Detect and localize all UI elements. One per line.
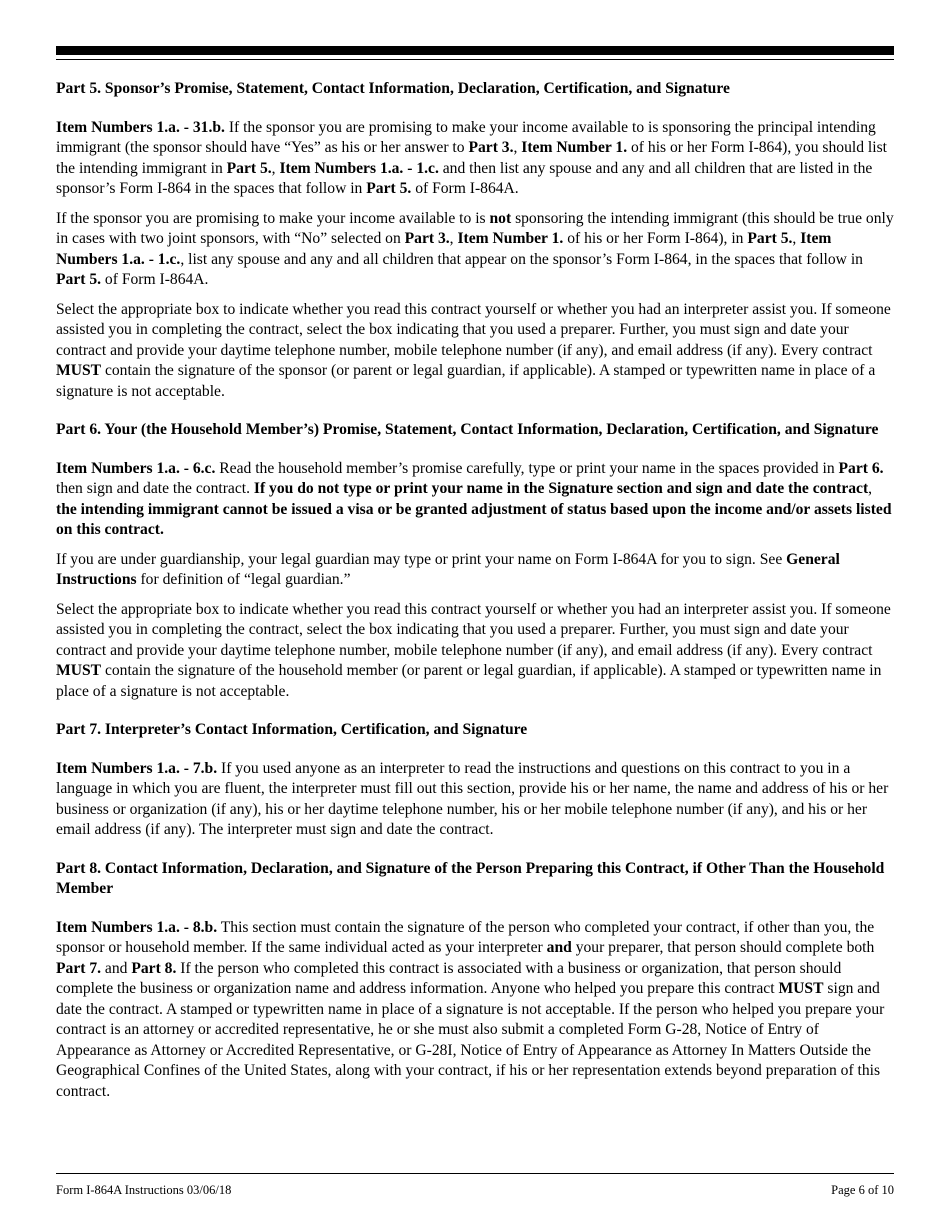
- part-5-heading: Part 5. Sponsor’s Promise, Statement, Contact Information, Declaration, Certification, and Signature: [56, 80, 730, 97]
- part-8-paragraph-1: Item Numbers 1.a. - 8.b. This section must contain the signature of the person who completed your contract, if other than you, the sponsor or household member. If the same individual acted as your interpreter and your preparer, that person should complete both Part 7. and Part 8. If the person who completed this contract is associated with a business or organization, that person should complete the business or organization name and address information. Anyone who helped you prepare this contract MUST sign and date the contract. A stamped or typewritten name in place of a signature is not acceptable. If the person who helped you prepare your contract is an attorney or accredited representative, he or she must also submit a completed Form G-28, Notice of Entry of Appearance as Attorney or Accredited Representative, or G-28I, Notice of Entry of Appearance as Attorney In Matters Outside the Geographical Confines of the United States, along with your contract, if his or her representation extends beyond preparation of this contract.: [56, 918, 885, 1100]
- footer-page-number: Page 6 of 10: [831, 1183, 894, 1197]
- part-8-section: [56, 859, 896, 1103]
- footer-rule: [56, 1173, 894, 1174]
- header-rule-thick: [56, 46, 894, 55]
- part-6-paragraph-2: If you are under guardianship, your legal guardian may type or print your name on Form I-864A for you to sign. See General Instructions for definition of “legal guardian.”: [56, 550, 840, 588]
- part-5-paragraph-2: If the sponsor you are promising to make your income available to is not sponsoring the intending immigrant (this should be true only in cases with two joint sponsors, with “No” selected on Part 3., Item Number 1. of his or her Form I-864), in Part 5., Item Numbers 1.a. - 1.c., list any spouse and any and all children that appear on the sponsor’s Form I-864, in the spaces that follow in Part 5. of Form I-864A.: [56, 209, 894, 288]
- part-5-item-numbers: Item Numbers 1.a. - 31.b.: [56, 118, 225, 136]
- part-5-section: [56, 79, 896, 402]
- part-6-paragraph-1: Item Numbers 1.a. - 6.c. Read the household member’s promise carefully, type or print your name in the spaces provided in Part 6. then sign and date the contract. If you do not type or print your name in the Signature section and sign and date the contract, the intending immigrant cannot be issued a visa or be granted adjustment of status based upon the income and/or assets listed on this contract.: [56, 459, 892, 538]
- part-8-item-numbers: Item Numbers 1.a. - 8.b.: [56, 918, 218, 936]
- part-8-heading: Part 8. Contact Information, Declaration, and Signature of the Person Preparing this Contract, if Other Than the Household Member: [56, 859, 885, 897]
- part-5-paragraph-3: Select the appropriate box to indicate whether you read this contract yourself or whether you had an interpreter assist you. If someone assisted you in completing the contract, select the box indicating that you used a preparer. Further, you must sign and date your contract and provide your daytime telephone number, mobile telephone number (if any), and email address (if any). Every contract MUST contain the signature of the sponsor (or parent or legal guardian, if applicable). A stamped or typewritten name in place of a signature is not acceptable.: [56, 300, 891, 400]
- part-7-section: [56, 720, 896, 841]
- header-rule-thin: [56, 59, 894, 60]
- part-6-section: [56, 420, 896, 702]
- part-7-item-numbers: Item Numbers 1.a. - 7.b.: [56, 759, 218, 777]
- page-content: [56, 79, 896, 1111]
- part-7-paragraph-1: Item Numbers 1.a. - 7.b. If you used anyone as an interpreter to read the instructions and questions on this contract to you in a language in which you are fluent, the interpreter must fill out this section, provide his or her name, the name and address of his or her business or organization (if any), his or her daytime telephone number, his or her mobile telephone number (if any), and his or her email address (if any). The interpreter must sign and date the contract.: [56, 759, 889, 838]
- part-5-paragraph-1: Item Numbers 1.a. - 31.b. If the sponsor you are promising to make your income available to is sponsoring the principal intending immigrant (the sponsor should have “Yes” as his or her answer to Part 3., Item Number 1. of his or her Form I-864), you should list the intending immigrant in Part 5., Item Numbers 1.a. - 1.c. and then list any spouse and any and all children that are listed in the sponsor’s Form I-864 in the spaces that follow in Part 5. of Form I-864A.: [56, 118, 887, 197]
- footer-form-id: Form I-864A Instructions 03/06/18: [56, 1183, 232, 1197]
- part-7-heading: Part 7. Interpreter’s Contact Information, Certification, and Signature: [56, 721, 528, 738]
- part-6-heading: Part 6. Your (the Household Member’s) Promise, Statement, Contact Information, Declaration, Certification, and Signature: [56, 421, 879, 438]
- part-6-item-numbers: Item Numbers 1.a. - 6.c.: [56, 459, 216, 477]
- part-6-paragraph-3: Select the appropriate box to indicate whether you read this contract yourself or whether you had an interpreter assist you. If someone assisted you in completing the contract, select the box indicating that you used a preparer. Further, you must sign and date your contract and provide your daytime telephone number, mobile telephone number (if any), and email address (if any). Every contract MUST contain the signature of the household member (or parent or legal guardian, if applicable). A stamped or typewritten name in place of a signature is not acceptable.: [56, 600, 891, 700]
